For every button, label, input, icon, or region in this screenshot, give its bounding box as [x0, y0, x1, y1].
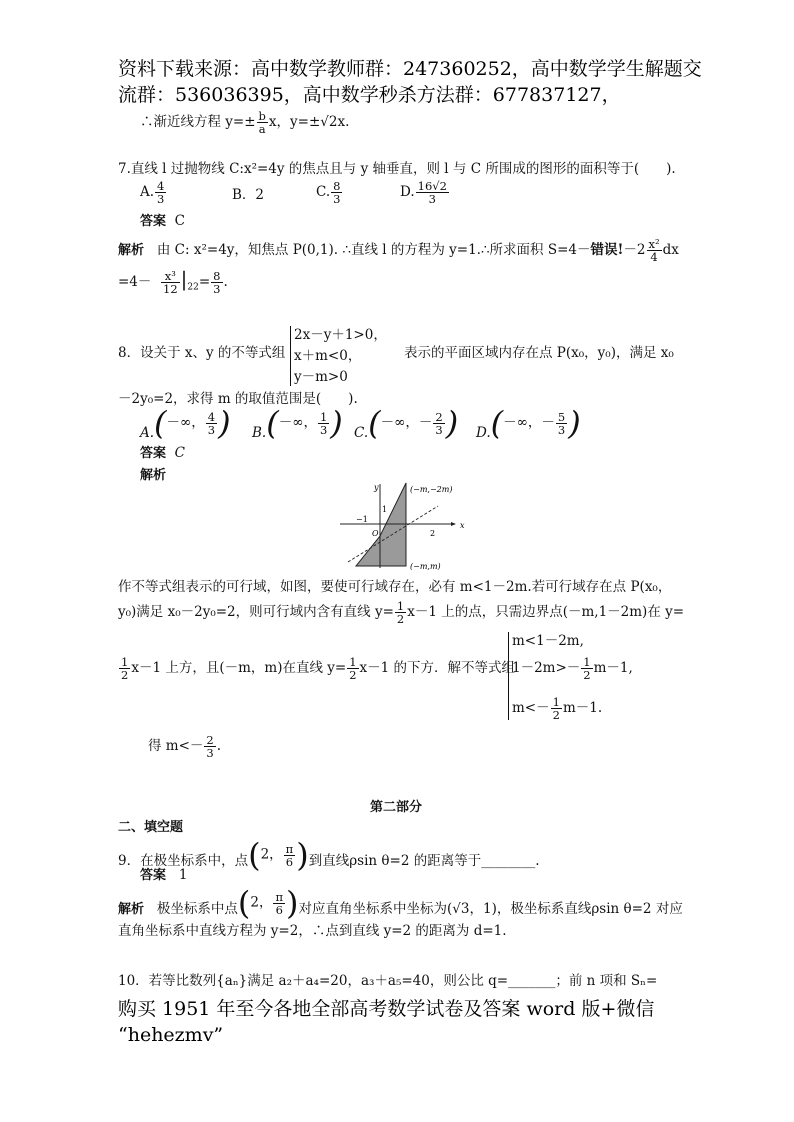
q7-option-c: C. $\frac{8}{3}$ — [316, 179, 341, 206]
q7-analysis-line-2: =4－ $\frac{\text{x³}}{12}$ $|_{22}=$ $\frac{8}{3}$ . — [118, 267, 228, 296]
q9-analysis-line-2: 直角坐标系中直线方程为 y=2，∴点到直线 y=2 的距离为 d=1. — [118, 923, 507, 939]
q9-analysis-line-1: 解析 极坐标系中点(2， $\frac{\pi}{6}$ )对应直角坐标系中坐标为(√3，1)，极坐标系直线ρsin θ=2 对应 — [118, 884, 683, 922]
graph-origin-label: O — [372, 529, 379, 538]
q8-sys-1: m<1－2m, — [512, 633, 584, 649]
q9-answer — [140, 866, 187, 885]
asymptote-frac-d: a — [258, 122, 266, 136]
graph-bottom-point-label: (−m,m) — [410, 562, 441, 570]
q9-analysis-label: 解析 — [118, 901, 145, 917]
graph-y-label: y — [374, 483, 379, 492]
q8-stem-c: －2y₀=2，求得 m 的取值范围是( ). — [118, 391, 358, 407]
q8-analysis-p3: $\frac{1}{2}$ x－1 上方，且(－m，m)在直线 y= $\frac{1}{2}$ x－1 的下方．解不等式组 — [121, 655, 516, 682]
graph-top-point-label: (−m,−2m) — [410, 485, 453, 494]
feasible-region-graph — [338, 480, 470, 570]
q7-answer-label: 答案 — [140, 214, 167, 229]
q9-stem: 9．在极坐标系中，点(2， $\frac{\pi}{6}$ )到直线ρsin θ=2 的距离等于________. — [118, 836, 540, 874]
graph-one-label: 1 — [382, 505, 388, 514]
q8-stem-a: 8．设关于 x、y 的不等式组 — [118, 345, 286, 361]
footer-line-1: 购买 1951 年至今各地全部高考数学试卷及答案 word 版+微信 — [118, 998, 655, 1020]
part-title: 第二部分 — [370, 800, 423, 815]
asymptote-fraction — [257, 110, 268, 135]
q9-answer-value: 1 — [178, 867, 188, 883]
q8-sys-3: m<－ $\frac{1}{2}$ m－1. — [512, 695, 603, 722]
q9-answer-label: 答案 — [140, 868, 167, 883]
q8-ineq-3: y－m>0 — [294, 369, 348, 385]
banner-line-2: 流群：536036395，高中数学秒杀方法群：677837127， — [118, 84, 621, 106]
q7-answer-value: C — [174, 213, 185, 229]
q8-answer-value: C — [174, 445, 185, 461]
q8-analysis-p1: 作不等式组表示的可行域，如图，要使可行域存在，必有 m<1－2m.若可行域存在点 P(x₀， — [118, 579, 672, 595]
q7-error-text: 错误! — [590, 242, 624, 258]
q7-option-d: D. $\frac{16√2}{3}$ — [400, 179, 447, 206]
q10-stem: 10．若等比数列{aₙ}满足 a₂＋a₄=20，a₃＋a₅=40，则公比 q=_______；前 n 项和 Sₙ= — [118, 973, 658, 989]
q8-sys-2: 1－2m>－ $\frac{1}{2}$ m－1, — [512, 655, 633, 682]
q8-option-c: C.(－∞，－ $\frac{2}{3}$ ) — [354, 404, 459, 442]
x-axis-arrow — [451, 522, 456, 526]
q8-analysis-p2: y₀)满足 x₀－2y₀=2，则可行域内含有直线 y= $\frac{1}{2}$ x－1 上的点，只需边界点(－m,1－2m)在 y= — [118, 599, 685, 626]
q7-answer — [140, 212, 185, 231]
q8-option-a: A.(－∞， $\frac{4}{3}$ ) — [140, 404, 231, 442]
q8-options — [140, 404, 600, 444]
q7-option-b: B．2 — [232, 187, 265, 203]
q8-system-brace — [290, 326, 291, 386]
q8-option-d: D.(－∞，－ $\frac{5}{3}$ ) — [476, 404, 581, 442]
q8-stem-b: 表示的平面区域内存在点 P(x₀，y₀)，满足 x₀ — [404, 345, 674, 361]
banner-line-1: 资料下载来源：高中数学教师群：247360252，高中数学学生解题交 — [118, 58, 702, 80]
q8-result: 得 m<－ $\frac{2}{3}$ . — [148, 733, 222, 760]
q8-analysis-label: 解析 — [140, 468, 167, 483]
q8-ineq-2: x＋m<0， — [294, 348, 362, 364]
q8-answer — [140, 444, 185, 463]
graph-two-label: 2 — [430, 529, 436, 538]
asymptote-tail: x，y=±√2x. — [268, 114, 350, 130]
q8-ineq-1: 2x－y＋1>0， — [294, 327, 387, 343]
section-title: 二、填空题 — [118, 820, 184, 835]
asymptote-frac-n: b — [258, 109, 266, 123]
q7-option-a: A. $\frac{4}{3}$ — [140, 179, 165, 206]
q7-analysis-label: 解析 — [118, 243, 145, 258]
asymptote-text: ∴渐近线方程 y=± — [140, 114, 256, 130]
asymptote-line — [140, 110, 349, 135]
q7-stem: 7.直线 l 过抛物线 C:x²=4y 的焦点且与 y 轴垂直，则 l 与 C 所围成的图形的面积等于( ). — [118, 161, 676, 177]
q7-analysis-line-1: 解析 由 C: x²=4y，知焦点 P(0,1). ∴直线 l 的方程为 y=1.∴所求面积 S=4－错误!－2 $\frac{\text{x²}}{4}$ dx — [118, 237, 679, 264]
q8-option-b: B.(－∞， $\frac{1}{3}$ ) — [252, 404, 343, 442]
q8-answer-label: 答案 — [140, 446, 167, 461]
graph-neg1-label: −1 — [356, 515, 368, 524]
graph-x-label: x — [460, 521, 465, 530]
footer-line-2: “hehezmv” — [118, 1024, 224, 1046]
